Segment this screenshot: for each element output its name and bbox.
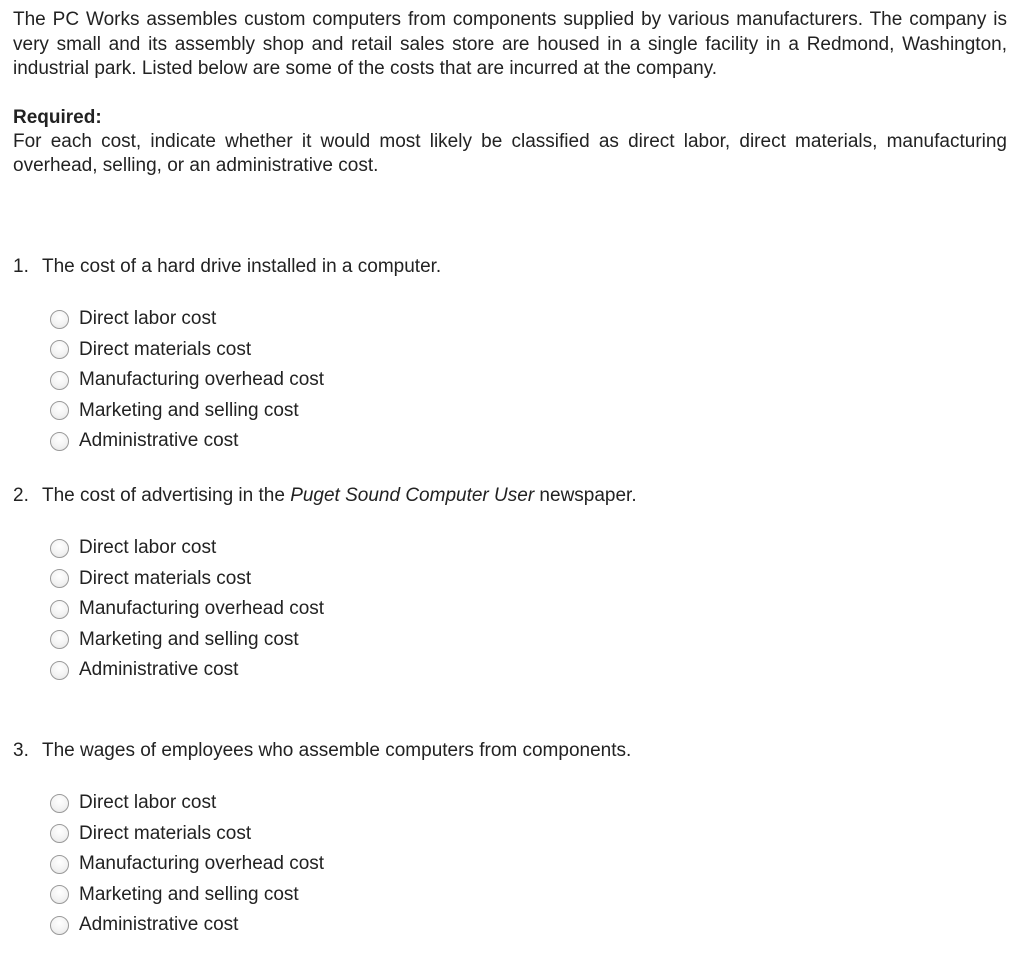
option-label: Direct materials cost	[79, 822, 252, 844]
option-direct-materials[interactable]	[50, 819, 324, 850]
page-content	[13, 8, 1007, 936]
option-marketing-selling[interactable]	[50, 880, 324, 911]
question-3-options	[50, 788, 324, 941]
option-label: Direct labor cost	[79, 537, 217, 559]
question-2-options	[50, 533, 324, 686]
option-label: Administrative cost	[79, 914, 239, 936]
radio-button[interactable]	[50, 310, 69, 329]
option-direct-labor[interactable]	[50, 533, 324, 564]
option-label: Administrative cost	[79, 430, 239, 452]
radio-button[interactable]	[50, 340, 69, 359]
option-manufacturing-overhead[interactable]	[50, 594, 324, 625]
question-text-italic: Puget Sound Computer User	[290, 485, 535, 506]
radio-button[interactable]	[50, 432, 69, 451]
option-manufacturing-overhead[interactable]	[50, 365, 324, 396]
radio-button[interactable]	[50, 401, 69, 420]
question-1-options	[50, 304, 324, 457]
question-3-prompt	[13, 739, 1007, 763]
option-label: Marketing and selling cost	[79, 399, 299, 421]
option-manufacturing-overhead[interactable]	[50, 849, 324, 880]
radio-button[interactable]	[50, 885, 69, 904]
option-label: Marketing and selling cost	[79, 883, 299, 905]
option-marketing-selling[interactable]	[50, 625, 324, 656]
question-text-before: The cost of advertising in the	[42, 485, 291, 506]
option-label: Manufacturing overhead cost	[79, 598, 325, 620]
radio-button[interactable]	[50, 794, 69, 813]
question-text-after: newspaper.	[534, 485, 637, 506]
radio-button[interactable]	[50, 569, 69, 588]
question-number: 1.	[13, 256, 29, 277]
option-direct-materials[interactable]	[50, 564, 324, 595]
option-direct-labor[interactable]	[50, 304, 324, 335]
question-1	[13, 255, 1007, 452]
option-direct-materials[interactable]	[50, 335, 324, 366]
radio-button[interactable]	[50, 916, 69, 935]
intro-paragraph: The PC Works assembles custom computers from components supplied by various manufacturers. The company is very small and its assembly shop and retail sales store are housed in a single facility in a Redmond, Washington, industrial park. Listed below are some of the costs that are incurred at the company.	[13, 9, 1007, 79]
required-heading: Required:	[13, 106, 102, 128]
option-administrative[interactable]	[50, 655, 324, 686]
question-number: 2.	[13, 485, 29, 506]
radio-button[interactable]	[50, 855, 69, 874]
question-number: 3.	[13, 740, 29, 761]
option-label: Manufacturing overhead cost	[79, 853, 325, 875]
question-2	[13, 484, 1007, 681]
option-administrative[interactable]	[50, 426, 324, 457]
option-label: Administrative cost	[79, 659, 239, 681]
radio-button[interactable]	[50, 661, 69, 680]
radio-button[interactable]	[50, 630, 69, 649]
option-label: Direct materials cost	[79, 567, 252, 589]
required-section	[13, 106, 1007, 179]
radio-button[interactable]	[50, 371, 69, 390]
option-label: Manufacturing overhead cost	[79, 369, 325, 391]
question-text: The cost of a hard drive installed in a computer.	[42, 256, 442, 277]
option-direct-labor[interactable]	[50, 788, 324, 819]
option-label: Direct labor cost	[79, 792, 217, 814]
option-label: Direct labor cost	[79, 308, 217, 330]
question-text: The wages of employees who assemble computers from components.	[42, 740, 632, 761]
option-administrative[interactable]	[50, 910, 324, 941]
radio-button[interactable]	[50, 539, 69, 558]
option-label: Marketing and selling cost	[79, 628, 299, 650]
radio-button[interactable]	[50, 600, 69, 619]
option-marketing-selling[interactable]	[50, 396, 324, 427]
option-label: Direct materials cost	[79, 338, 252, 360]
required-instructions: For each cost, indicate whether it would most likely be classified as direct labor, direct materials, manufacturing overhead, selling, or an administrative cost.	[13, 130, 1007, 176]
question-2-prompt	[13, 484, 1007, 508]
question-3	[13, 739, 1007, 936]
radio-button[interactable]	[50, 824, 69, 843]
question-1-prompt	[13, 255, 1007, 279]
